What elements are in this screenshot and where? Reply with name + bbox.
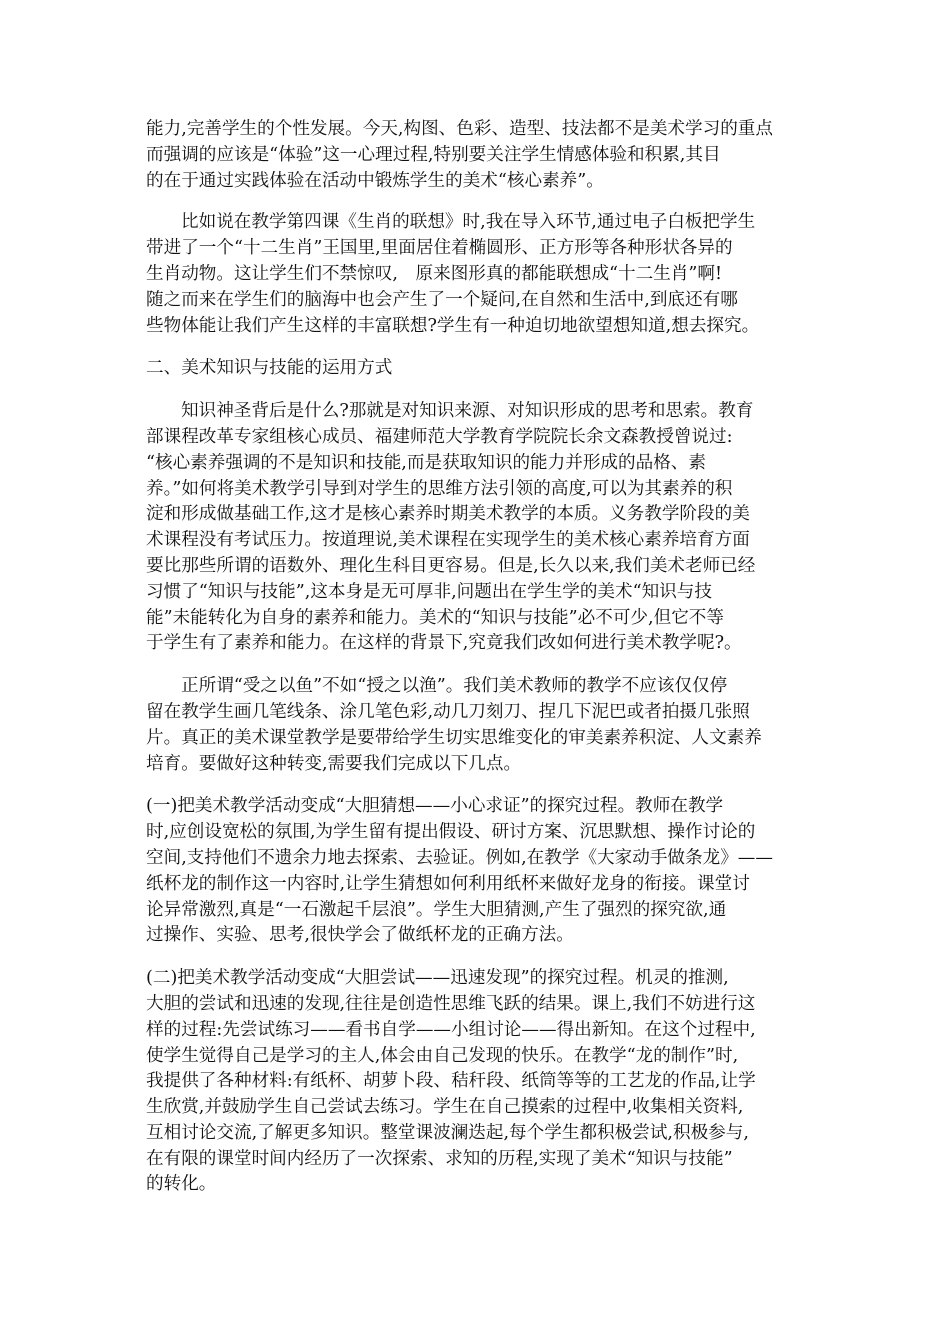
text-line: 随之而来在学生们的脑海中也会产生了一个疑问,在自然和生活中,到底还有哪 xyxy=(146,289,738,310)
text-line: 些物体能让我们产生这样的丰富联想?学生有一种迫切地欲望想知道,想去探究。 xyxy=(146,315,760,336)
text-line: 培育。要做好这种转变,需要我们完成以下几点。 xyxy=(146,753,522,774)
paragraph-3 xyxy=(146,399,810,657)
text-line: 带进了一个“十二生肖”王国里,里面居住着椭圆形、正方形等各种形状各异的 xyxy=(146,238,733,259)
text-line: “核心素养强调的不是知识和技能,而是获取知识的能力并形成的品格、素 xyxy=(146,452,706,473)
text-line: 片。真正的美术课堂教学是要带给学生切实思维变化的审美素养积淀、人文素养 xyxy=(146,727,762,748)
text-line: 生欣赏,并鼓励学生自己尝试去练习。学生在自己摸索的过程中,收集相关资料, xyxy=(146,1097,744,1118)
text-line: 过操作、实验、思考,很快学会了做纸杯龙的正确方法。 xyxy=(146,925,574,946)
text-line: 部课程改革专家组核心成员、福建师范大学教育学院院长余文森教授曾说过: xyxy=(146,426,733,447)
text-line: 留在教学生画几笔线条、涂几笔色彩,动几刀刻刀、捏几下泥巴或者拍摄几张照 xyxy=(146,701,750,722)
text-line: 在有限的课堂时间内经历了一次探索、求知的历程,实现了美术“知识与技能” xyxy=(146,1148,733,1169)
text-line: 而强调的应该是“体验”这一心理过程,特别要关注学生情感体验和积累,其目 xyxy=(146,144,721,165)
paragraph-6 xyxy=(146,966,810,1198)
text-line: 互相讨论交流,了解更多知识。整堂课波澜迭起,每个学生都积极尝试,积极参与, xyxy=(146,1122,749,1143)
text-line: 能”未能转化为自身的素养和能力。美术的“知识与技能”必不可少,但它不等 xyxy=(146,607,724,628)
section-heading: 二、美术知识与技能的运用方式 xyxy=(146,358,393,379)
text-line: 的在于通过实践体验在活动中锻炼学生的美术“核心素养”。 xyxy=(146,170,604,191)
paragraph-1 xyxy=(146,117,810,194)
document-page xyxy=(146,117,810,1198)
paragraph-4 xyxy=(146,674,810,777)
text-line: (二)把美术教学活动变成“大胆尝试——迅速发现”的探究过程。机灵的推测, xyxy=(146,968,729,989)
text-line: 能力,完善学生的个性发展。今天,构图、色彩、造型、技法都不是美术学习的重点 xyxy=(146,119,773,139)
text-line: 于学生有了素养和能力。在这样的背景下,究竟我们改如何进行美术教学呢?。 xyxy=(146,633,742,654)
text-line: (一)把美术教学活动变成“大胆猜想——小心求证”的探究过程。教师在教学 xyxy=(146,796,724,817)
text-line: 我提供了各种材料:有纸杯、胡萝卜段、秸秆段、纸筒等等的工艺龙的作品,让学 xyxy=(146,1071,756,1092)
text-line: 比如说在教学第四课《生肖的联想》时,我在导入环节,通过电子白板把学生 xyxy=(181,212,756,233)
text-line: 知识神圣背后是什么?那就是对知识来源、对知识形成的思考和思索。教育 xyxy=(181,401,754,422)
text-line: 使学生觉得自己是学习的主人,体会由自己发现的快乐。在教学“龙的制作”时, xyxy=(146,1045,739,1066)
text-line: 空间,支持他们不遗余力地去探索、去验证。例如,在教学《大家动手做条龙》—— xyxy=(146,847,773,868)
text-line: 样的过程:先尝试练习——看书自学——小组讨论——得出新知。在这个过程中, xyxy=(146,1019,756,1040)
text-line: 论异常激烈,真是“一石激起千层浪”。学生大胆猜测,产生了强烈的探究欲,通 xyxy=(146,899,727,920)
text-line: 生肖动物。这让学生们不禁惊叹, 原来图形真的都能联想成“十二生肖”啊! xyxy=(146,263,723,284)
paragraph-2 xyxy=(146,210,810,339)
text-line: 时,应创设宽松的氛围,为学生留有提出假设、研讨方案、沉思默想、操作讨论的 xyxy=(146,822,756,843)
text-line: 养。”如何将美术教学引导到对学生的思维方法引领的高度,可以为其素养的积 xyxy=(146,478,733,499)
text-line: 纸杯龙的制作这一内容时,让学生猜想如何利用纸杯来做好龙身的衔接。课堂讨 xyxy=(146,873,750,894)
paragraph-5 xyxy=(146,794,810,949)
text-line: 习惯了“知识与技能”,这本身是无可厚非,问题出在学生学的美术“知识与技 xyxy=(146,581,712,602)
text-line: 的转化。 xyxy=(146,1174,217,1195)
text-line: 正所谓“受之以鱼”不如“授之以渔”。我们美术教师的教学不应该仅仅停 xyxy=(181,676,728,697)
text-line: 大胆的尝试和迅速的发现,往往是创造性思维飞跃的结果。课上,我们不妨进行这 xyxy=(146,993,756,1014)
text-line: 要比那些所谓的语数外、理化生科目更容易。但是,长久以来,我们美术老师已经 xyxy=(146,555,756,576)
text-line: 术课程没有考试压力。按道理说,美术课程在实现学生的美术核心素养培育方面 xyxy=(146,530,750,551)
text-line: 淀和形成做基础工作,这才是核心素养时期美术教学的本质。义务教学阶段的美 xyxy=(146,504,750,525)
